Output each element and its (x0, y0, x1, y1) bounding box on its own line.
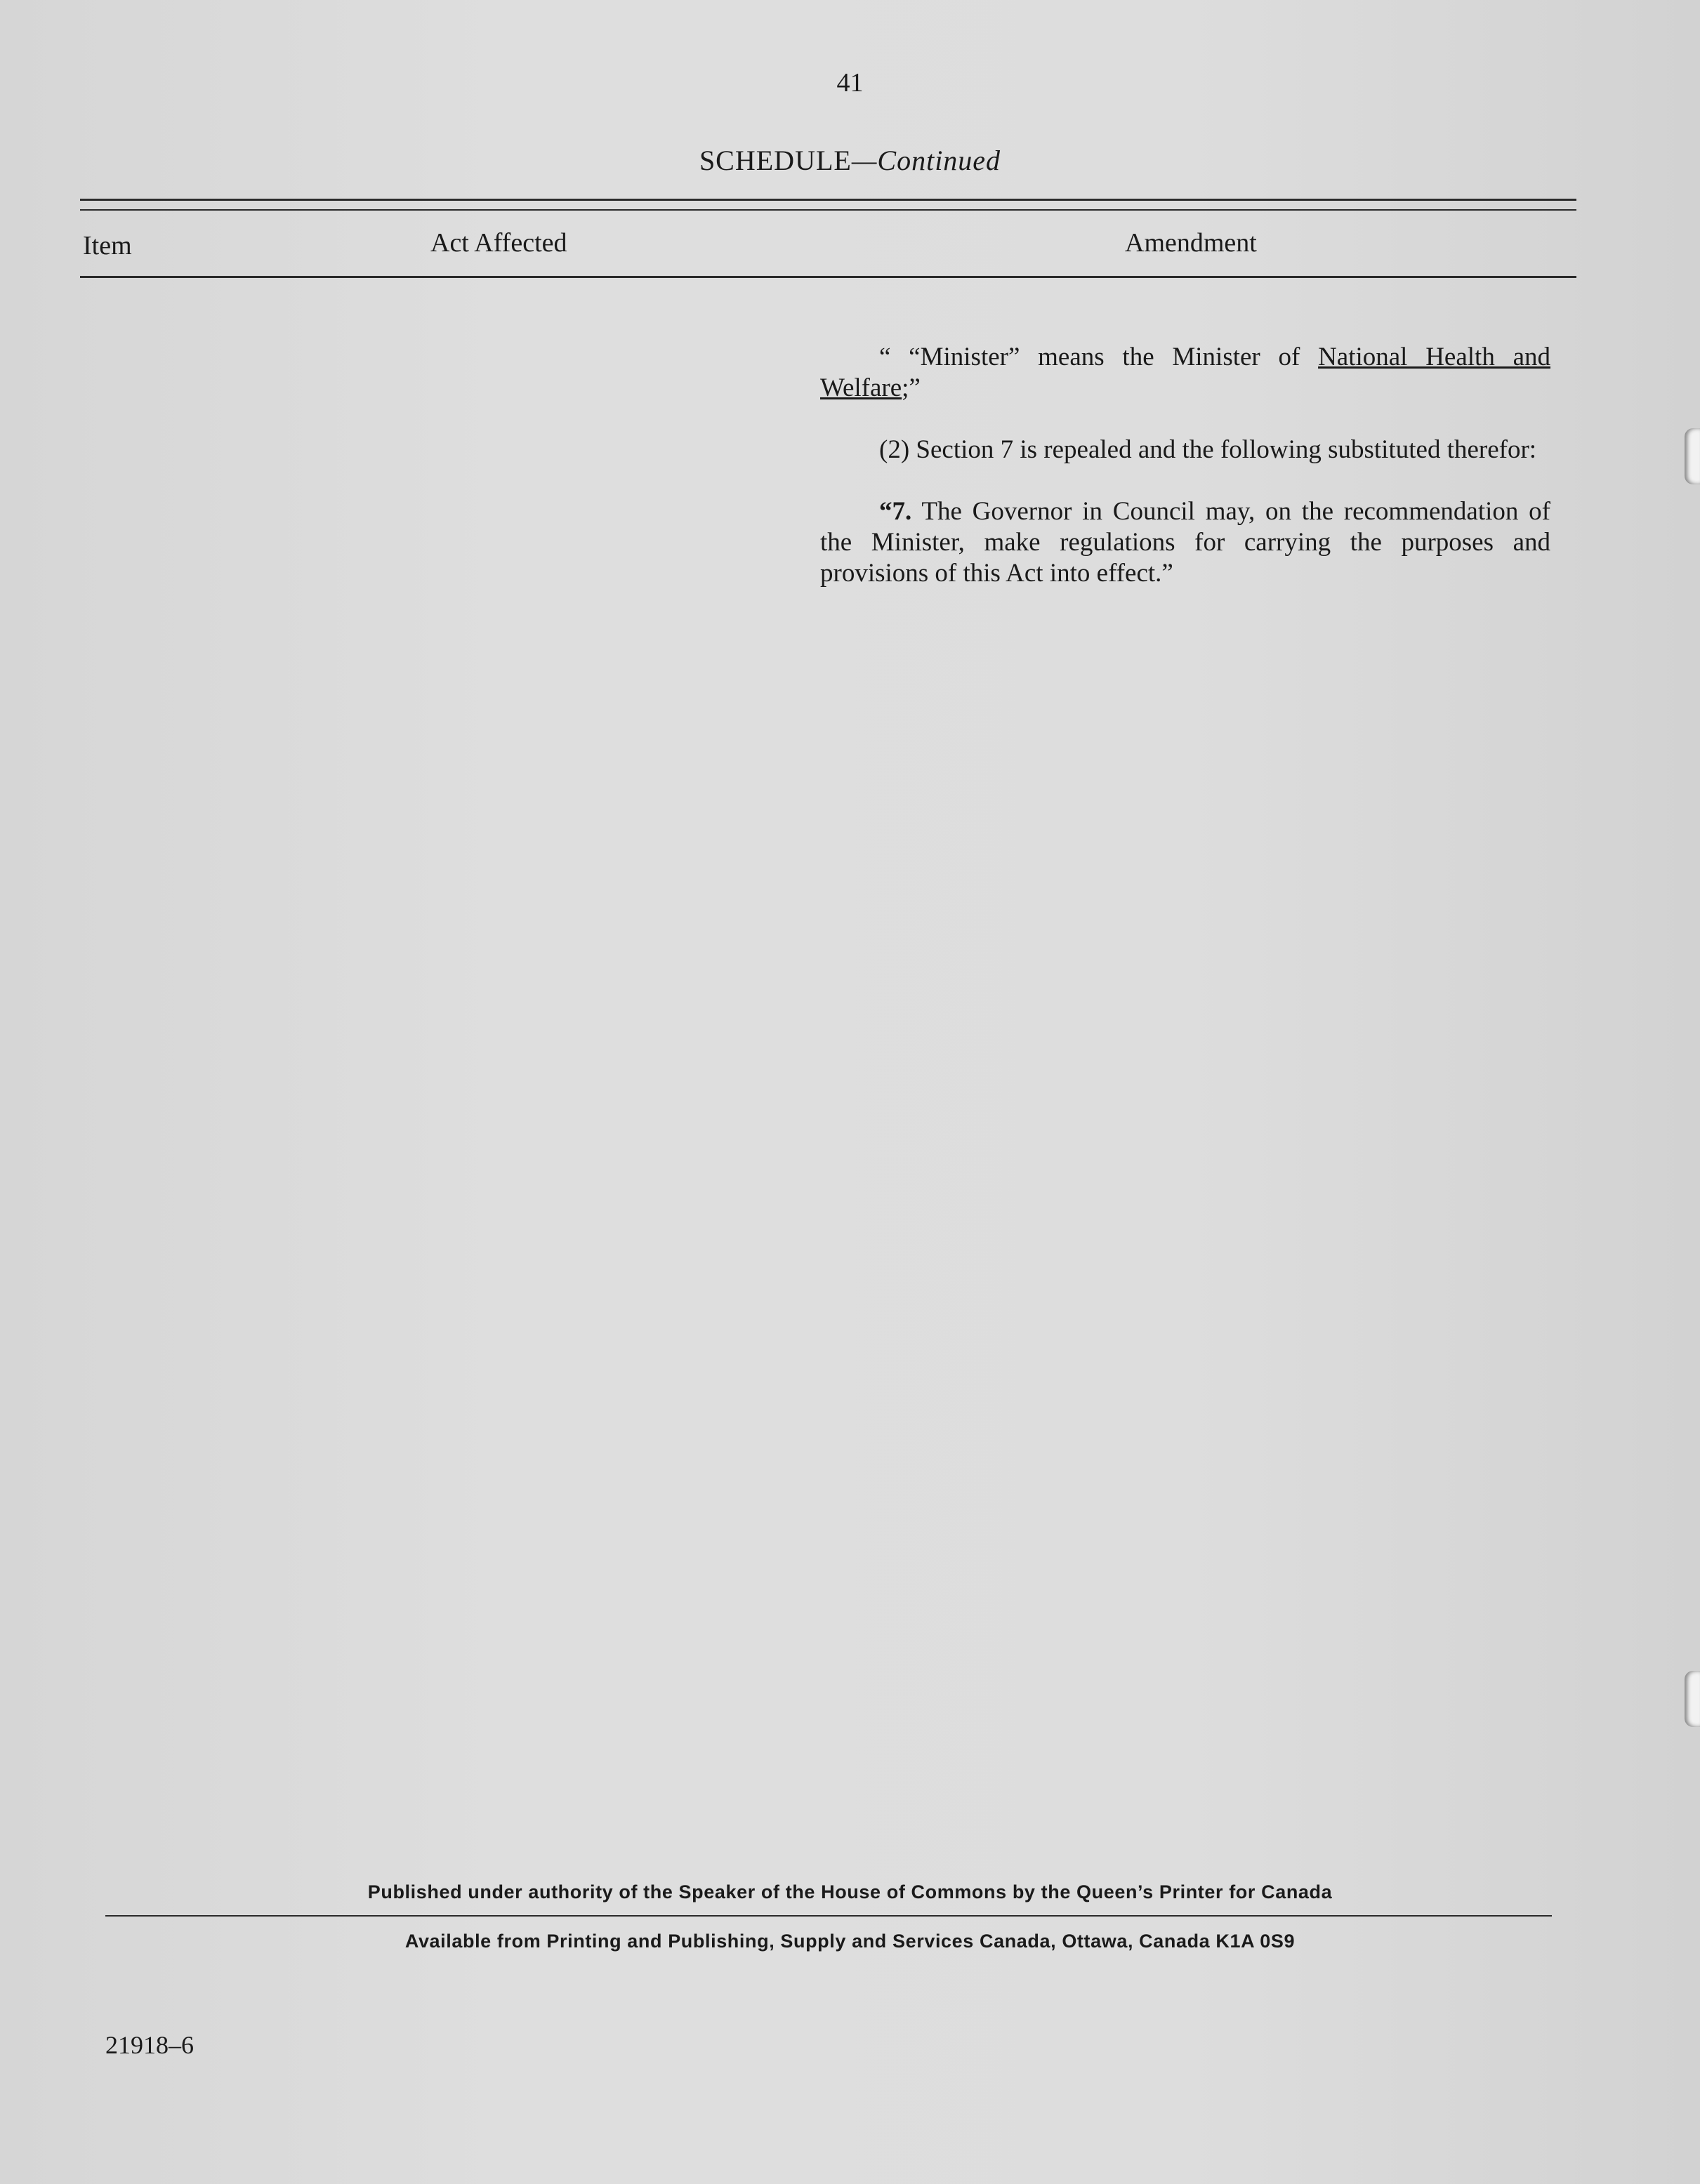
minister-definition: “ “Minister” means the Minister of National Health and Welfare;” (820, 343, 1551, 402)
column-header-amendment: Amendment (1125, 228, 1257, 258)
section-7-intro: (2) Section 7 is repealed and the following substituted therefor: (879, 435, 1537, 464)
header-rule-bottom (80, 276, 1576, 278)
minister-definition-underlined: National Health and Welfare (820, 343, 1551, 402)
page-number: 41 (836, 68, 864, 98)
publication-notice: Published under authority of the Speaker of the House of Commons by the Queen’s Printer for Canada (367, 1881, 1333, 1902)
binder-hole-mark-top (1685, 428, 1700, 484)
header-rule-second (80, 209, 1576, 211)
schedule-title (0, 144, 1700, 177)
binder-hole-mark-bottom (1685, 1671, 1700, 1727)
amendment-column (820, 342, 1550, 589)
schedule-title-continued: —Continued (851, 145, 1001, 176)
section-7-number: “7. (879, 497, 912, 526)
header-rule-top (80, 199, 1576, 201)
availability-notice: Available from Printing and Publishing, Supply and Services Canada, Ottawa, Canada K1A 0S9 (404, 1931, 1296, 1952)
document-code: 21918–6 (105, 2031, 194, 2059)
column-header-item: Item (83, 231, 132, 260)
schedule-title-main: SCHEDULE (699, 145, 852, 176)
column-header-act-affected: Act Affected (430, 228, 567, 258)
footer-rule (105, 1915, 1552, 1917)
section-7-text: “7. The Governor in Council may, on the recommendation of the Minister, make regulations for carrying the purposes and provisions of this Act into effect.” (820, 497, 1550, 588)
